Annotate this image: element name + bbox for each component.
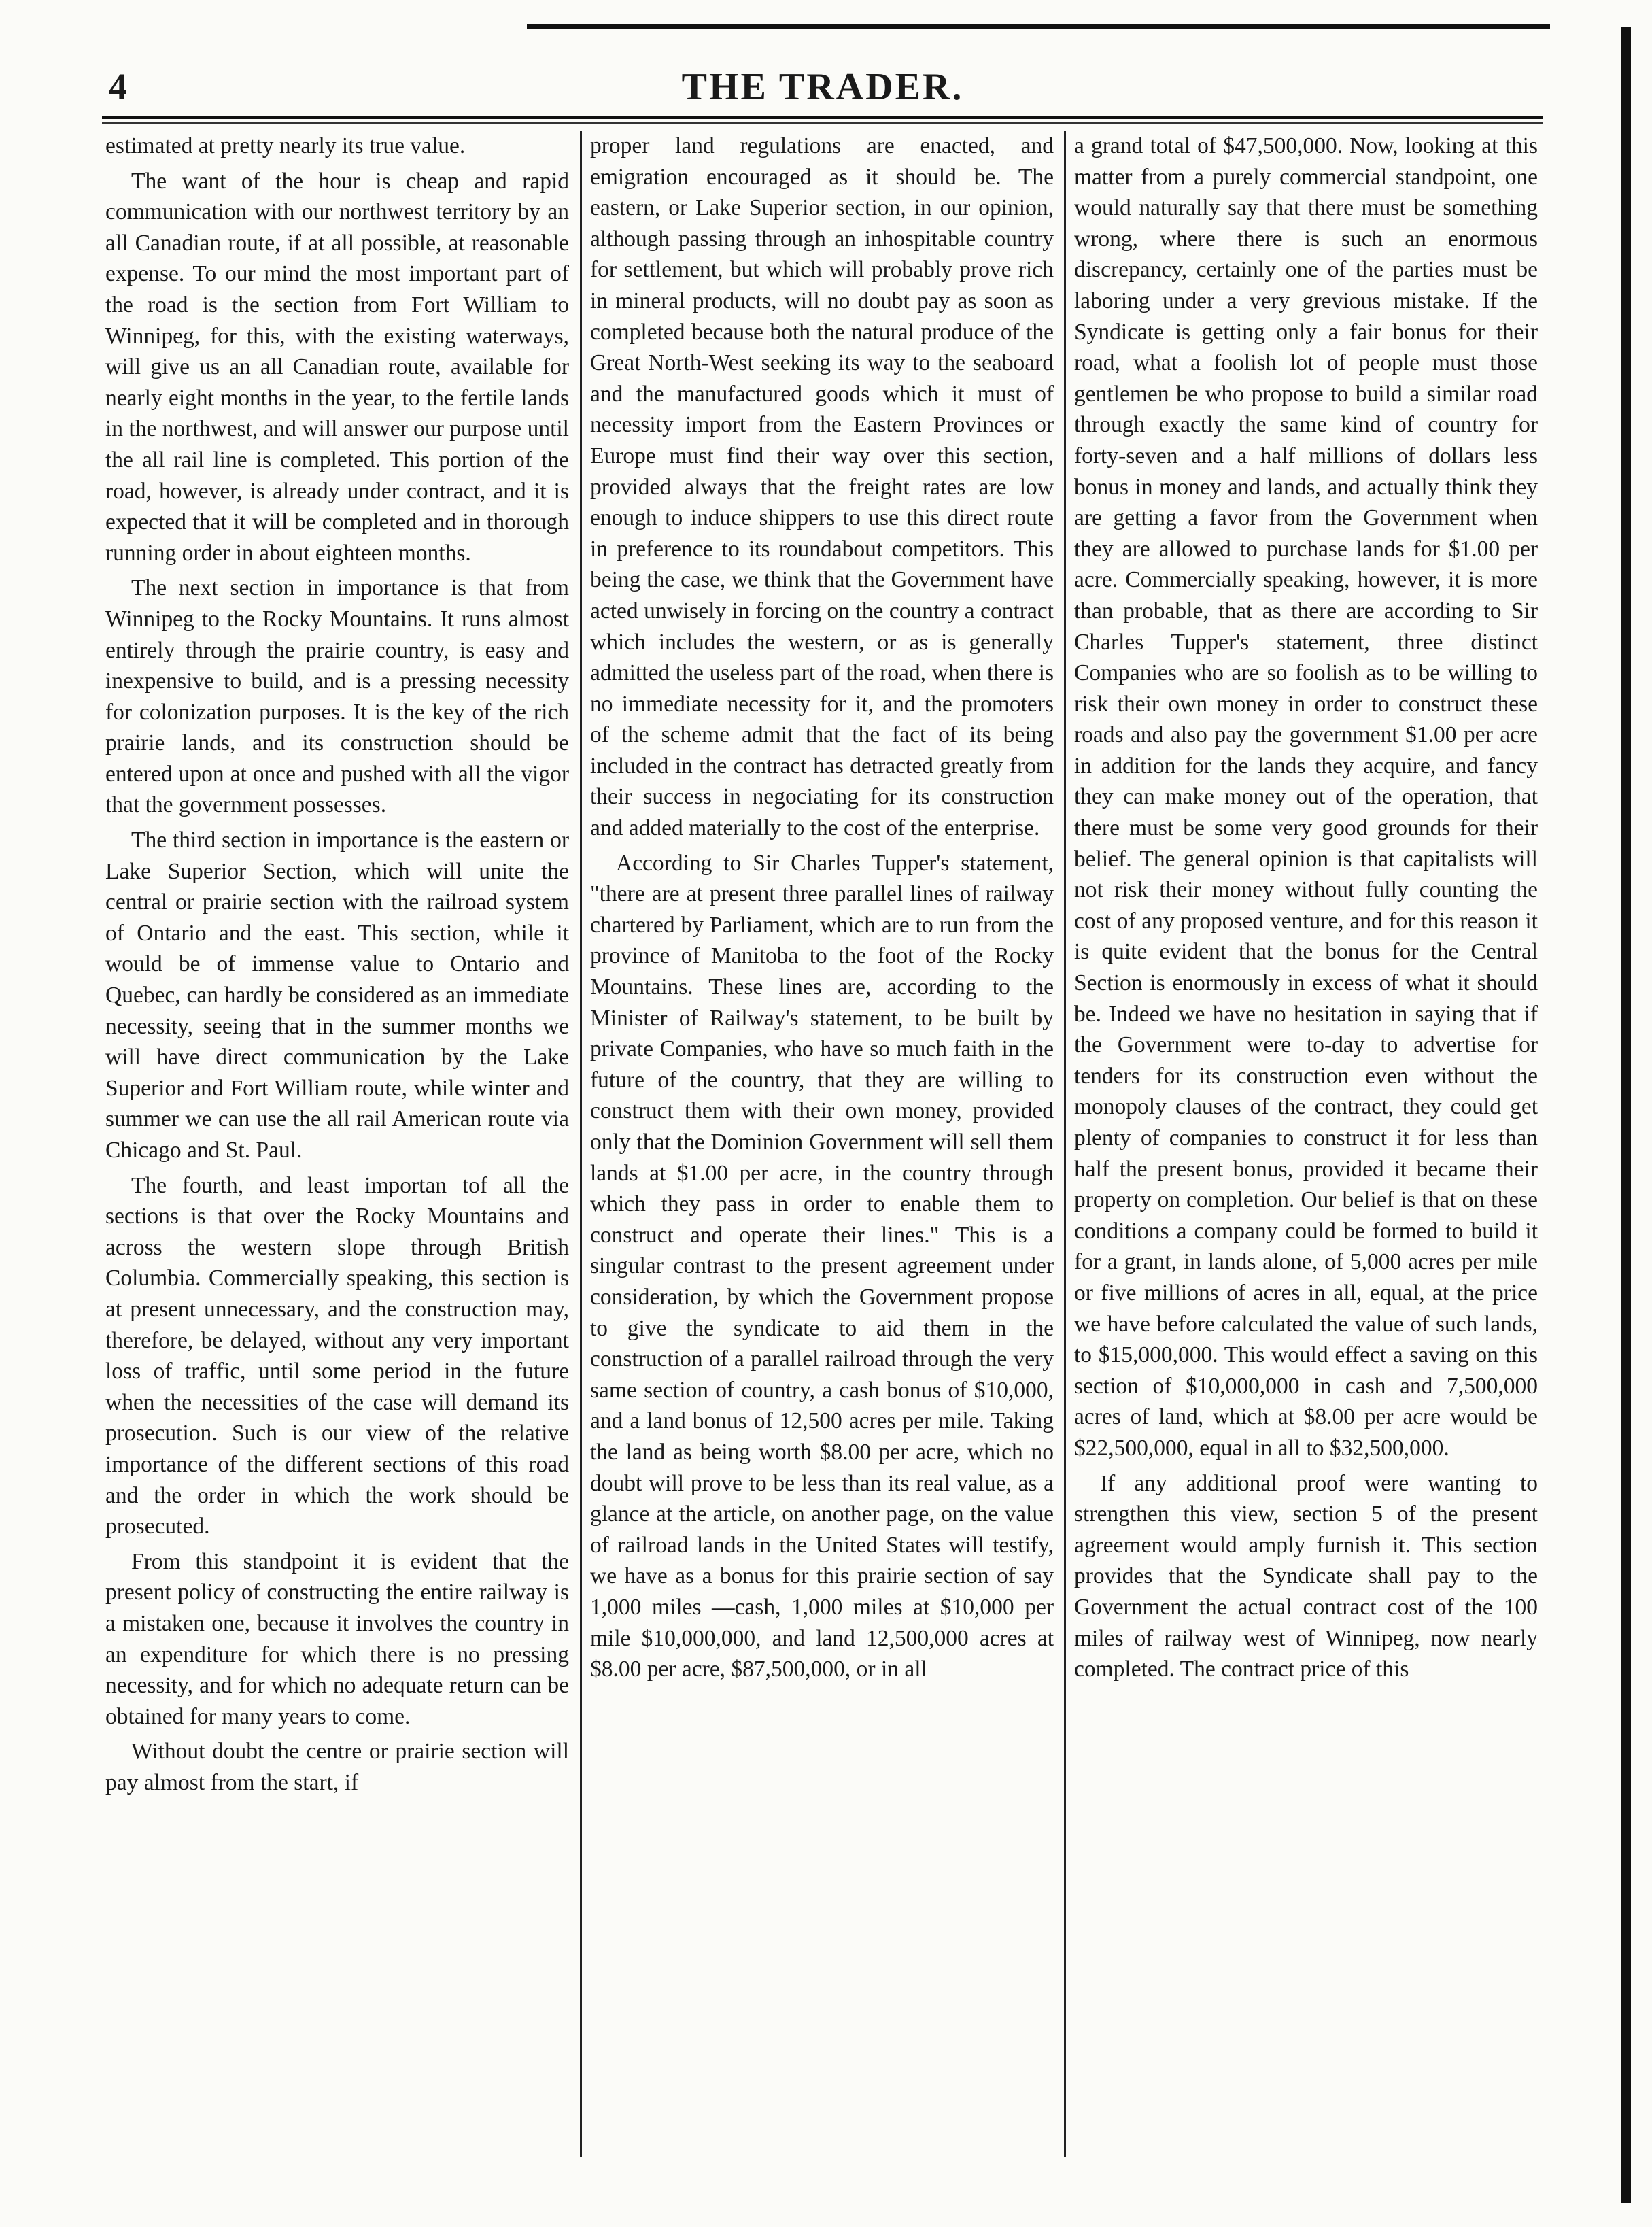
binding-edge [1621,27,1631,2203]
paragraph: estimated at pretty nearly its true value. [105,133,466,158]
column-2 [590,131,1054,2143]
paragraph: The want of the hour is cheap and rapid communication with our northwest territory by an all Canadian route, if at all possible, at reasonable expense. To our mind the most important part of the road is the section from Fort William to Winnipeg, for this, with the existing waterways, will give us an all Canadian route, available for nearly eight months in the year, to the fertile lands in the northwest, and will answer our purpose until the all rail line is completed. This portion of the road, however, is already under contract, and it is expected that it will be completed and in thorough running order in about eighteen months. [105,168,569,566]
column-divider [580,131,582,2157]
page-number: 4 [109,66,127,107]
page-header [102,65,1543,113]
paragraph: The next section in importance is that from Winnipeg to the Rocky Mountains. It runs almost entirely through the prairie country, is easy and inexpensive to build, and is a pressing necessity for colonization purposes. It is the key of the rich prairie lands, and its construction should be entered upon at once and pushed with all the vigor that the government possesses. [105,575,569,818]
paragraph: a grand total of $47,500,000. Now, looking at this matter from a purely commercial standpoint, one would naturally say that there must be something wrong, where there is such an enormous discrepancy, certainly one of the parties must be laboring under a very grevious mistake. If the Syndicate is getting only a fair bonus for their road, what a foolish lot of people must those gentlemen be who propose to build a similar road through exactly the same kind of country for forty-seven and a half millions of dollars less bonus in money and lands, and actually think they are getting a favor from the Government when they are allowed to purchase lands for $1.00 per acre. Commercially speaking, however, it is more than probable, that as there are according to Sir Charles Tupper's statement, three distinct Companies who are so foolish as to be willing to risk their own money in order to construct these roads and also pay the government $1.00 per acre in addition for the lands they acquire, and fancy they can make money out of the operation, that there must be some very good grounds for their belief. The general opinion is that capitalists will not risk their money without fully counting the cost of any proposed venture, and for this reason it is quite evident that the bonus for the Central Section is enormously in excess of what it should be. Indeed we have no hesitation in saying that if the Government were to-day to advertise for tenders for its construction even without the monopoly clauses of the contract, they could get plenty of companies to construct it for less than half the present bonus, provided it became their property on completion. Our belief is that on these conditions a company could be formed to build it for a grant, in lands alone, of 5,000 acres per mile or five millions of acres in all, equal, at the price we have before calculated the value of such lands, to $15,000,000. This would effect a saving on this section of $10,000,000 in cash and 7,500,000 acres of land, which at $8.00 per acre would be $22,500,000, equal in all to $32,500,000. [1074,133,1538,1461]
top-rule [527,24,1550,29]
paragraph: The third section in importance is the eastern or Lake Superior Section, which will unite the central or prairie section with the railroad system of Ontario and the east. This section, while it would be of immense value to Ontario and Quebec, can hardly be considered as an immediate necessity, seeing that in the summer months we will have direct communication by the Lake Superior and Fort William route, while winter and summer we can use the all rail American route via Chicago and St. Paul. [105,828,569,1163]
paragraph: If any additional proof were wanting to strengthen this view, section 5 of the present agreement would amply furnish it. This section provides that the Syndicate shall pay to the Government the actual contract cost of the 100 miles of railway west of Winnipeg, now nearly completed. The contract price of this [1074,1470,1538,1682]
column-3 [1074,131,1538,2143]
paragraph: Without doubt the centre or prairie section will pay almost from the start, if [105,1739,569,1795]
masthead-title: THE TRADER. [681,66,964,108]
paragraph: The fourth, and least importan tof all the sections is that over the Rocky Mountains and across the western slope through British Columbia. Commercially speaking, this section is at present unnecessary, and the construction may, therefore, be delayed, without any very important loss of traffic, until some period in the future when the necessities of the case will demand its prosecution. Such is our view of the relative importance of the different sections of this road and the order in which the work should be prosecuted. [105,1172,569,1540]
column-divider [1064,131,1066,2157]
paragraph: proper land regulations are enacted, and emigration encouraged as it should be. The eastern, or Lake Superior section, in our opinion, although passing through an inhospitable country for settlement, but which will probably prove rich in mineral products, will no doubt pay as soon as completed because both the natural produce of the Great North-West seeking its way to the seaboard and the manufactured goods which it must of necessity import from the Eastern Provinces or Europe must find their way over this section, provided always that the freight rates are low enough to induce shippers to use this direct route in preference to its roundabout competitors. This being the case, we think that the Government have acted unwisely in forcing on the country a contract which includes the western, or as is generally admitted the useless part of the road, when there is no immediate necessity for it, and the promoters of the scheme admit that the fact of its being included in the contract has detracted greatly from their success in negociating for its construction and added materially to the cost of the enterprise. [590,133,1054,841]
header-rule [102,116,1543,119]
column-1 [105,131,569,2143]
header-rule-thin [102,122,1543,124]
paragraph: From this standpoint it is evident that the present policy of constructing the entire railway is a mistaken one, because it involves the country in an expenditure for which there is no pressing necessity, and for which no adequate return can be obtained for many years to come. [105,1548,569,1729]
paragraph: According to Sir Charles Tupper's statement, "there are at present three parallel lines of railway chartered by Parliament, which are to run from the province of Manitoba to the foot of the Rocky Mountains. These lines are, according to the Minister of Railway's statement, to be built by private Companies, who have so much faith in the future of the country, that they are willing to construct them with their own money, provided only that the Dominion Government will sell them lands at $1.00 per acre, in the country through which they pass in order to enable them to construct and operate their lines." This is a singular contrast to the present agreement under consideration, by which the Government propose to give the syndicate to aid them in the construction of a parallel railroad through the very same section of country, a cash bonus of $10,000, and a land bonus of 12,500 acres per mile. Taking the land as being worth $8.00 per acre, which no doubt will prove to be less than its real value, as a glance at the article, on another page, on the value of railroad lands in the United States will testify, we have as a bonus for this prairie section of say 1,000 miles —cash, 1,000 miles at $10,000 per mile $10,000,000, and land 12,500,000 acres at $8.00 per acre, $87,500,000, or in all [590,850,1054,1682]
